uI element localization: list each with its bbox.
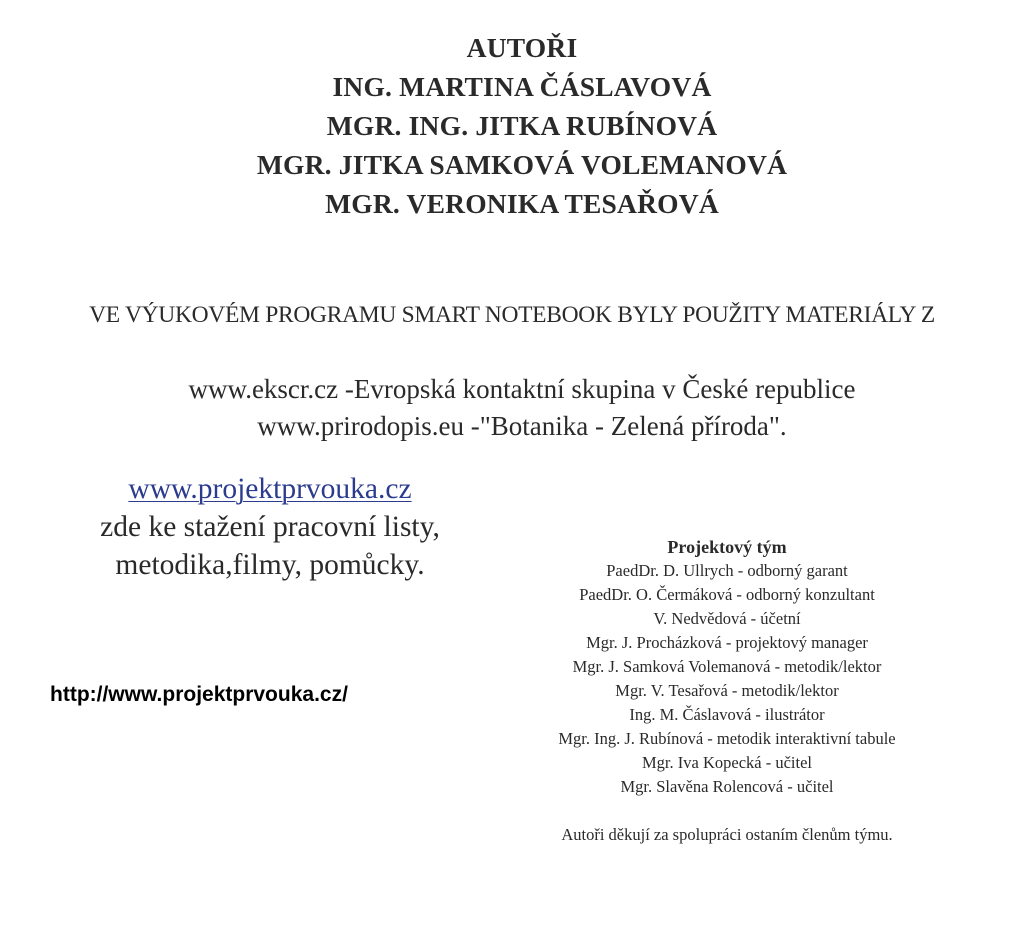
project-website-link[interactable]: www.projektprvouka.cz (128, 473, 412, 505)
team-member: V. Nedvědová - účetní (653, 609, 801, 628)
team-member: Mgr. J. Samková Volemanová - metodik/lektor (572, 657, 882, 676)
project-description-line: metodika,filmy, pomůcky. (115, 549, 425, 581)
team-member: Mgr. Iva Kopecká - učitel (642, 753, 812, 772)
project-block (20, 470, 520, 584)
project-url-link[interactable]: http://www.projektprvouka.cz/ (50, 683, 348, 706)
team-member: PaedDr. D. Ullrych - odborný garant (606, 561, 848, 580)
authors-heading: AUTOŘI (466, 32, 578, 63)
team-member: Mgr. Slavěna Rolencová - učitel (620, 777, 834, 796)
project-team-block (477, 535, 977, 847)
project-description-line: zde ke stažení pracovní listy, (100, 511, 440, 543)
sources-block (0, 371, 1024, 445)
source-line: www.prirodopis.eu -"Botanika - Zelená příroda". (257, 411, 787, 441)
team-member: Mgr. Ing. J. Rubínová - metodik interaktivní tabule (558, 729, 896, 748)
author-name: MGR. JITKA SAMKOVÁ VOLEMANOVÁ (256, 149, 788, 180)
source-line: www.ekscr.cz -Evropská kontaktní skupina v České republice (188, 374, 856, 404)
team-member: Mgr. V. Tesařová - metodik/lektor (615, 681, 839, 700)
author-name: MGR. VERONIKA TESAŘOVÁ (325, 188, 719, 219)
materials-statement: VE VÝUKOVÉM PROGRAMU SMART NOTEBOOK BYLY POUŽITY MATERIÁLY Z (89, 302, 935, 328)
team-member: Mgr. J. Procházková - projektový manager (586, 633, 868, 652)
team-thanks: Autoři děkují za spolupráci ostaním členům týmu. (561, 825, 893, 844)
team-member: PaedDr. O. Čermáková - odborný konzultant (579, 585, 875, 604)
team-member: Ing. M. Čáslavová - ilustrátor (629, 705, 825, 724)
author-name: MGR. ING. JITKA RUBÍNOVÁ (326, 110, 718, 141)
author-name: ING. MARTINA ČÁSLAVOVÁ (332, 71, 712, 102)
team-title: Projektový tým (667, 537, 787, 557)
authors-block (0, 28, 1024, 223)
